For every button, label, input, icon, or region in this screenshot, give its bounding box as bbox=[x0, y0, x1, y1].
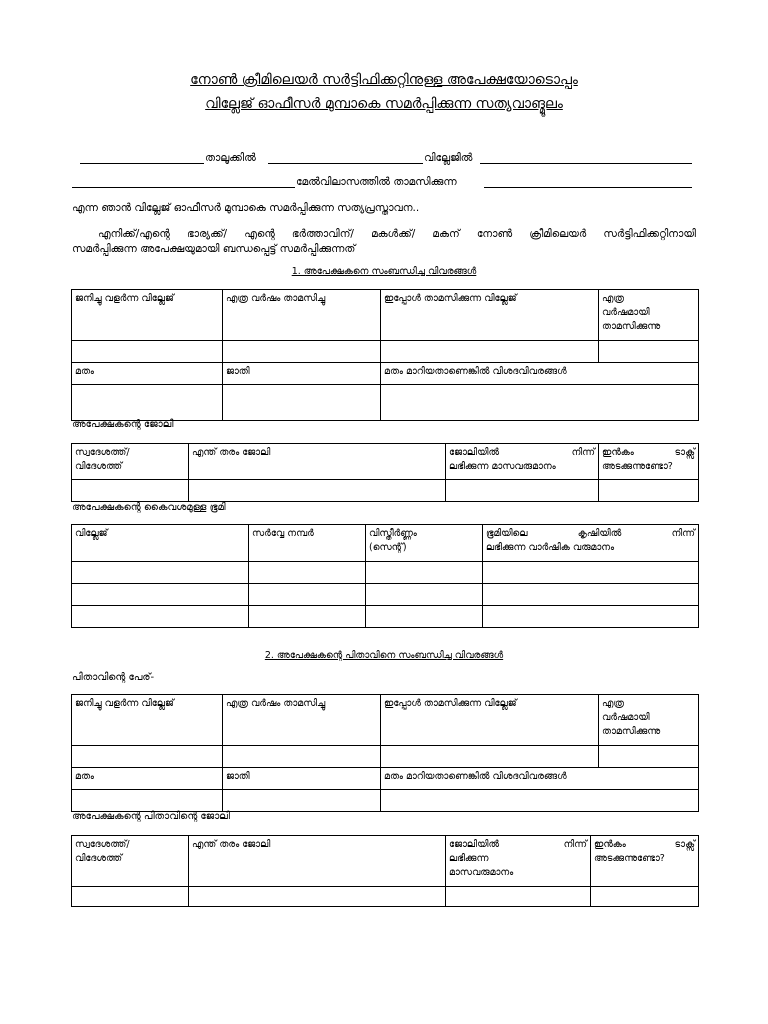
input-cell[interactable] bbox=[366, 562, 483, 584]
input-cell[interactable] bbox=[189, 480, 446, 502]
col-years-stayed: എത്ര വർഷം താമസിച്ചു bbox=[223, 290, 381, 341]
section2-job-table bbox=[71, 835, 699, 907]
input-cell[interactable] bbox=[483, 584, 699, 606]
input-cell[interactable] bbox=[366, 606, 483, 628]
col-domestic-abroad bbox=[72, 444, 189, 480]
cell-line: അടക്കുന്നുണ്ടോ? bbox=[602, 461, 673, 472]
cell-line: എത്ര bbox=[602, 698, 624, 709]
section1-residence-table bbox=[71, 289, 699, 421]
cell-line: ലഭിക്കുന്ന മാസവരുമാനം bbox=[449, 461, 556, 472]
col-current-village: ഇപ്പോൾ താമസിക്കുന്ന വില്ലേജ് bbox=[381, 290, 599, 341]
input-cell[interactable] bbox=[591, 887, 699, 907]
cell-line: സ്വദേശത്ത്/ bbox=[75, 447, 130, 458]
section1-heading: 1. അപേക്ഷകനെ സംബന്ധിച്ച വിവരങ്ങൾ bbox=[291, 266, 477, 277]
address-blank[interactable] bbox=[484, 187, 692, 188]
col-born-village: ജനിച്ചു വളർന്ന വില്ലേജ് bbox=[72, 695, 223, 746]
col-monthly-income bbox=[446, 444, 599, 480]
para-word: എന്റെ bbox=[244, 228, 275, 240]
col-years-residing bbox=[599, 290, 699, 341]
input-cell[interactable] bbox=[483, 562, 699, 584]
col-job-type: എന്ത് തരം ജോലി bbox=[189, 836, 446, 887]
para-word: മകന് bbox=[432, 228, 460, 240]
caste-label: ജാതി bbox=[223, 768, 381, 790]
input-cell[interactable] bbox=[189, 887, 446, 907]
section1-job-table bbox=[71, 443, 699, 502]
input-cell[interactable] bbox=[223, 385, 381, 421]
input-cell[interactable] bbox=[72, 887, 189, 907]
cell-line: വിസ്തീർണ്ണം bbox=[369, 528, 417, 539]
input-cell[interactable] bbox=[381, 385, 699, 421]
section1-land-table bbox=[71, 524, 699, 628]
taluk-blank[interactable] bbox=[80, 163, 204, 164]
conversion-details-label: മതം മാറിയതാണെങ്കിൽ വിശദവിവരങ്ങൾ bbox=[381, 363, 699, 385]
cell-word: നിന്ന് bbox=[571, 447, 595, 458]
col-area bbox=[366, 525, 483, 562]
input-cell[interactable] bbox=[483, 606, 699, 628]
cell-line: ലഭിക്കുന്ന വാർഷിക വരുമാനം bbox=[486, 542, 615, 553]
input-cell[interactable] bbox=[72, 790, 223, 812]
section2-heading: 2. അപേക്ഷകന്റെ പിതാവിനെ സംബന്ധിച്ച വിവരങ്ങൾ bbox=[264, 650, 504, 661]
document-title-line1: നോൺ ക്രീമിലെയർ സർട്ടിഫിക്കറ്റിനുള്ള അപേക്ഷയോടൊപ്പം bbox=[190, 72, 578, 88]
para-word: സർട്ടിഫിക്കറ്റിനായി bbox=[603, 228, 696, 240]
cell-word: ജോലിയിൽ bbox=[449, 447, 500, 458]
input-cell[interactable] bbox=[381, 746, 599, 768]
input-cell[interactable] bbox=[599, 480, 699, 502]
conversion-details-label: മതം മാറിയതാണെങ്കിൽ വിശദവിവരങ്ങൾ bbox=[381, 768, 699, 790]
input-cell[interactable] bbox=[446, 480, 599, 502]
village-label: വില്ലേജിൽ bbox=[424, 152, 473, 164]
input-cell[interactable] bbox=[223, 341, 381, 363]
cell-line: വിദേശത്ത് bbox=[75, 853, 123, 864]
cell-line: എത്ര bbox=[602, 293, 624, 304]
input-cell[interactable] bbox=[223, 790, 381, 812]
col-years-stayed: എത്ര വർഷം താമസിച്ചു bbox=[223, 695, 381, 746]
cell-word: നിന്ന് bbox=[563, 839, 587, 850]
col-income-tax bbox=[591, 836, 699, 887]
declaration-paragraph-line2: സമർപ്പിക്കുന്ന അപേക്ഷയുമായി ബന്ധപ്പെട്ട് സമർപ്പിക്കുന്നത് bbox=[72, 243, 356, 255]
input-cell[interactable] bbox=[249, 562, 366, 584]
statement-line: എന്ന ഞാൻ വില്ലേജ് ഓഫീസർ മുമ്പാകെ സമർപ്പിക്കുന്ന സത്യപ്രസ്താവന.. bbox=[72, 202, 420, 214]
cell-line: താമസിക്കുന്നു bbox=[602, 726, 661, 737]
input-cell[interactable] bbox=[223, 746, 381, 768]
cell-line: വിദേശത്ത് bbox=[75, 461, 123, 472]
document-title-line2: വില്ലേജ് ഓഫീസർ മുമ്പാകെ സമർപ്പിക്കുന്ന സത്യവാങ്മൂലം bbox=[205, 96, 563, 112]
village-value-blank[interactable] bbox=[480, 163, 692, 164]
applicant-land-label: അപേക്ഷകന്റെ കൈവശമുള്ള ഭൂമി bbox=[72, 502, 226, 513]
para-word: നോൺ bbox=[476, 228, 513, 240]
applicant-job-label: അപേക്ഷകന്റെ ജോലി bbox=[72, 419, 174, 430]
religion-label: മതം bbox=[72, 363, 223, 385]
input-cell[interactable] bbox=[249, 606, 366, 628]
cell-word: കൃഷിയിൽ bbox=[577, 528, 622, 539]
cell-line: താമസിക്കുന്നു bbox=[602, 321, 661, 332]
cell-line: സ്വദേശത്ത്/ bbox=[75, 839, 130, 850]
input-cell[interactable] bbox=[72, 746, 223, 768]
cell-word: ടാക്സ് bbox=[674, 839, 695, 850]
input-cell[interactable] bbox=[381, 790, 699, 812]
input-cell[interactable] bbox=[72, 562, 249, 584]
input-cell[interactable] bbox=[249, 584, 366, 606]
address-label: മേൽവിലാസത്തിൽ താമസിക്കുന്ന bbox=[296, 176, 457, 188]
cell-word: ഭൂമിയിലെ bbox=[486, 528, 528, 539]
input-cell[interactable] bbox=[72, 584, 249, 606]
para-word: ഭർത്താവിന്/ bbox=[291, 228, 354, 240]
col-years-residing bbox=[599, 695, 699, 746]
cell-word: ടാക്സ് bbox=[674, 447, 695, 458]
taluk-label: താലൂക്കിൽ bbox=[205, 152, 256, 164]
input-cell[interactable] bbox=[381, 341, 599, 363]
col-born-village: ജനിച്ചു വളർന്ന വില്ലേജ് bbox=[72, 290, 223, 341]
section2-residence-table bbox=[71, 694, 699, 812]
col-survey-number: സർവ്വേ നമ്പർ bbox=[249, 525, 366, 562]
input-cell[interactable] bbox=[72, 480, 189, 502]
input-cell[interactable] bbox=[599, 746, 699, 768]
declaration-paragraph-line1 bbox=[98, 228, 696, 241]
cell-word: നിന്ന് bbox=[671, 528, 695, 539]
cell-line: വർഷമായി bbox=[602, 307, 650, 318]
col-monthly-income bbox=[446, 836, 591, 887]
cell-word: ഇൻകം bbox=[594, 839, 626, 850]
father-name-label: പിതാവിന്റെ പേര്- bbox=[72, 672, 155, 683]
input-cell[interactable] bbox=[72, 385, 223, 421]
cell-line: (സെന്റ്) bbox=[369, 542, 407, 553]
village-blank[interactable] bbox=[268, 163, 423, 164]
col-village: വില്ലേജ് bbox=[72, 525, 249, 562]
col-job-type: എന്ത് തരം ജോലി bbox=[189, 444, 446, 480]
caste-label: ജാതി bbox=[223, 363, 381, 385]
input-cell[interactable] bbox=[72, 606, 249, 628]
col-current-village: ഇപ്പോൾ താമസിക്കുന്ന വില്ലേജ് bbox=[381, 695, 599, 746]
para-word: എനിക്ക്/എന്റെ bbox=[98, 228, 170, 240]
input-cell[interactable] bbox=[446, 887, 591, 907]
cell-line: അടക്കുന്നുണ്ടോ? bbox=[594, 853, 665, 864]
cell-line: വർഷമായി bbox=[602, 712, 650, 723]
input-cell[interactable] bbox=[72, 341, 223, 363]
father-job-label: അപേക്ഷകന്റെ പിതാവിന്റെ ജോലി bbox=[72, 811, 230, 822]
religion-label: മതം bbox=[72, 768, 223, 790]
cell-line: ലഭിക്കുന്ന bbox=[449, 853, 489, 864]
name-blank[interactable] bbox=[72, 187, 295, 188]
cell-line: മാസവരുമാനം bbox=[449, 867, 514, 878]
para-word: ഭാര്യക്ക്/ bbox=[186, 228, 228, 240]
col-domestic-abroad bbox=[72, 836, 189, 887]
input-cell[interactable] bbox=[599, 341, 699, 363]
col-income-tax bbox=[599, 444, 699, 480]
para-word: മകൾക്ക്/ bbox=[371, 228, 416, 240]
cell-word: ഇൻകം bbox=[602, 447, 634, 458]
col-agri-income bbox=[483, 525, 699, 562]
cell-word: ജോലിയിൽ bbox=[449, 839, 500, 850]
input-cell[interactable] bbox=[366, 584, 483, 606]
para-word: ക്രീമിലെയർ bbox=[529, 228, 587, 240]
